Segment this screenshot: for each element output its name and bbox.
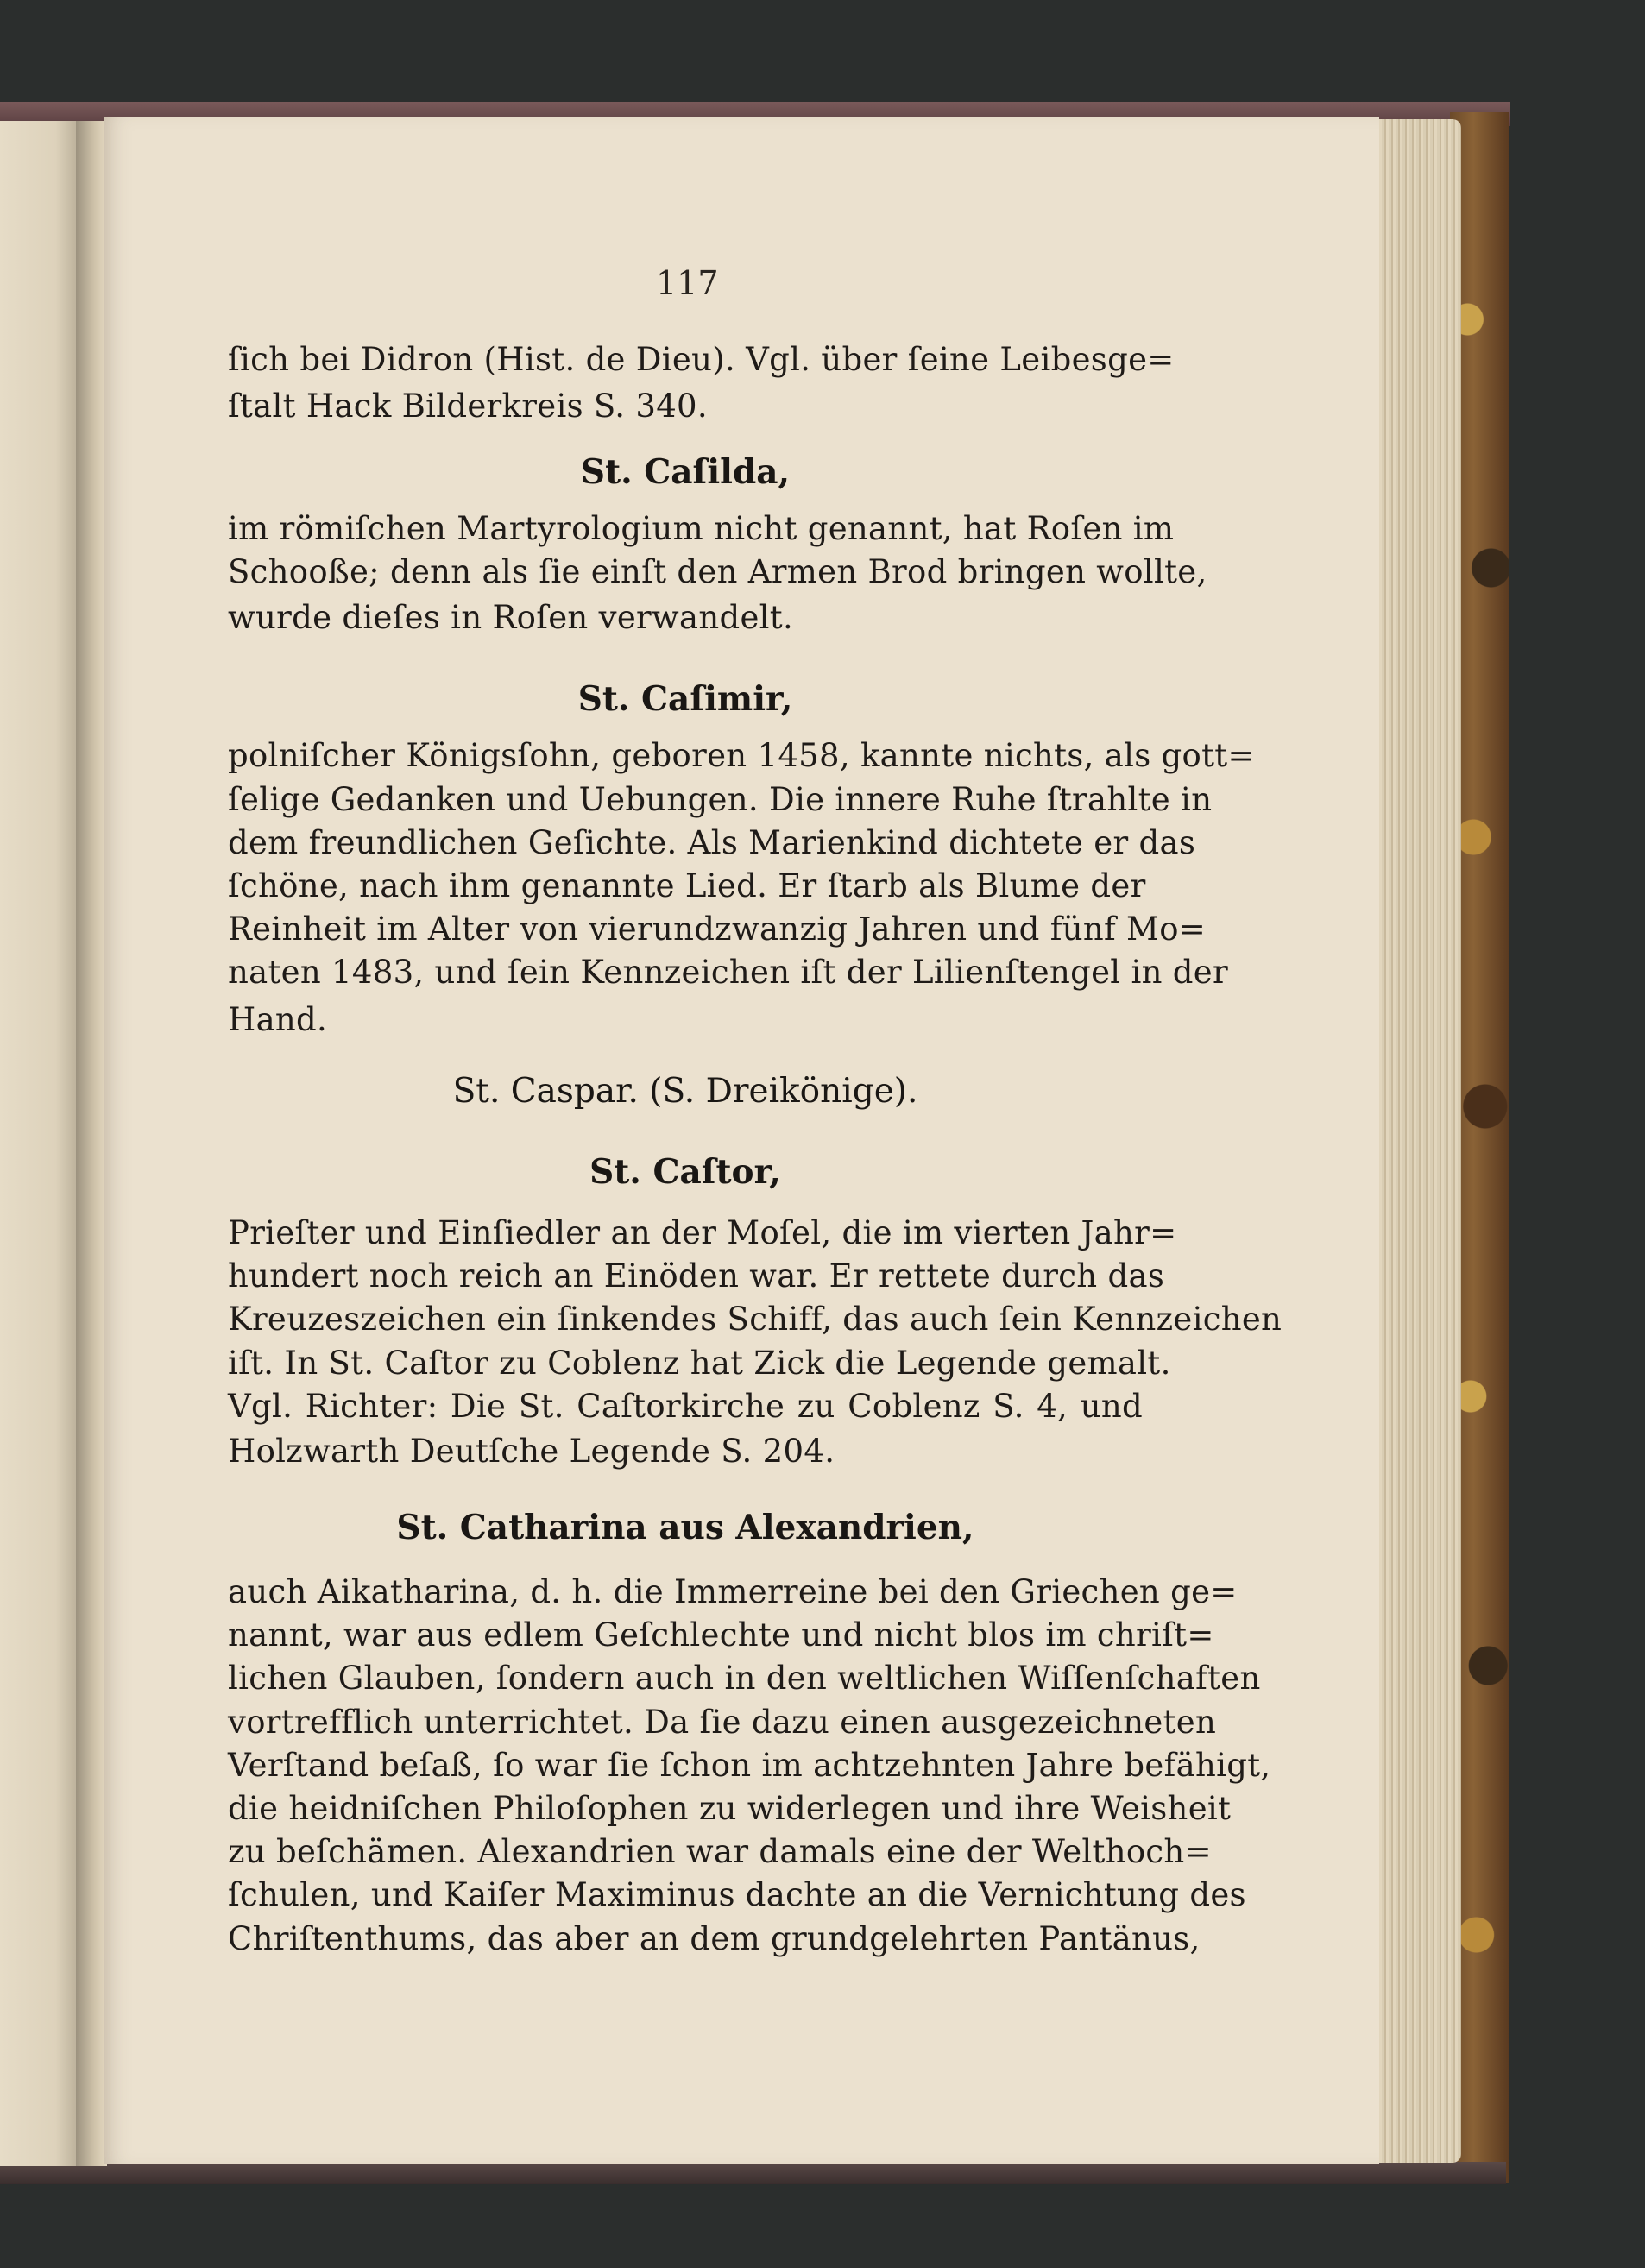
text-line: Vgl. Richter: Die St. Caſtorkirche zu Coblenz S. 4, und (228, 1388, 1143, 1425)
entry-heading-casilda: St. Caſilda, (580, 452, 791, 492)
text-line: Hand. (228, 1001, 328, 1038)
text-line: wurde dieſes in Roſen verwandelt. (228, 599, 794, 636)
text-line: lichen Glauben, ſondern auch in den weltlichen Wiſſenſchaften (228, 1660, 1261, 1697)
text-line: Holzwarth Deutſche Legende S. 204. (228, 1433, 835, 1470)
page-edges (1368, 119, 1461, 2163)
text-line: ſich bei Didron (Hist. de Dieu). Vgl. über ſeine Leibesge= (228, 341, 1175, 378)
page-number: 117 (656, 264, 719, 302)
text-line: zu beſchämen. Alexandrien war damals eine der Welthoch= (228, 1833, 1212, 1870)
text-line: iſt. In St. Caſtor zu Coblenz hat Zick die Legende gemalt. (228, 1345, 1171, 1382)
text-line: naten 1483, und ſein Kennzeichen iſt der Lilienſtengel in der (228, 954, 1228, 991)
text-line: polniſcher Königsſohn, geboren 1458, kannte nichts, als gott= (228, 737, 1255, 774)
text-line: Reinheit im Alter von vierundzwanzig Jahren und fünf Mo= (228, 910, 1207, 948)
text-line: Kreuzeszeichen ein ſinkendes Schiff, das auch ſein Kennzeichen (228, 1301, 1283, 1338)
text-line: ſchöne, nach ihm genannte Lied. Er ſtarb als Blume der (228, 867, 1146, 904)
text-line: dem freundlichen Geſichte. Als Marienkind dichtete er das (228, 824, 1196, 861)
text-line: die heidniſchen Philoſophen zu widerlegen und ihre Weisheit (228, 1790, 1232, 1827)
text-line: Schooße; denn als ſie einſt den Armen Brod bringen wollte, (228, 553, 1207, 590)
text-line: nannt, war aus edlem Geſchlechte und nicht blos im chriſt= (228, 1616, 1214, 1654)
entry-heading-caspar: St. Caspar. (S. Dreikönige). (452, 1072, 918, 1111)
text-line: ſtalt Hack Bilderkreis S. 340. (228, 387, 708, 425)
text-line: Chriſtenthums, das aber an dem grundgelehrten Pantänus, (228, 1920, 1201, 1957)
text-line: ſelige Gedanken und Uebungen. Die innere Ruhe ſtrahlte in (228, 781, 1213, 818)
text-line: ſchulen, und Kaiſer Maximinus dachte an die Vernichtung des (228, 1876, 1246, 1913)
entry-heading-catharina: St. Catharina aus Alexandrien, (396, 1508, 974, 1547)
entry-heading-casimir: St. Caſimir, (577, 679, 793, 719)
book-gutter (76, 121, 107, 2166)
book-cover-bottom (0, 2162, 1506, 2184)
text-line: vortrefflich unterrichtet. Da ſie dazu einen ausgezeichneten (228, 1704, 1217, 1741)
text-line: hundert noch reich an Einöden war. Er rettete durch das (228, 1257, 1165, 1295)
text-line: Prieſter und Einſiedler an der Moſel, die im vierten Jahr= (228, 1214, 1177, 1251)
text-line: Verſtand beſaß, ſo war ſie ſchon im achtzehnten Jahre befähigt, (228, 1747, 1271, 1784)
text-line: auch Aikatharina, d. h. die Immerreine bei den Griechen ge= (228, 1573, 1238, 1610)
text-line: im römiſchen Martyrologium nicht genannt, hat Roſen im (228, 510, 1175, 547)
entry-heading-castor: St. Caſtor, (589, 1152, 781, 1192)
left-facing-page (0, 121, 79, 2166)
